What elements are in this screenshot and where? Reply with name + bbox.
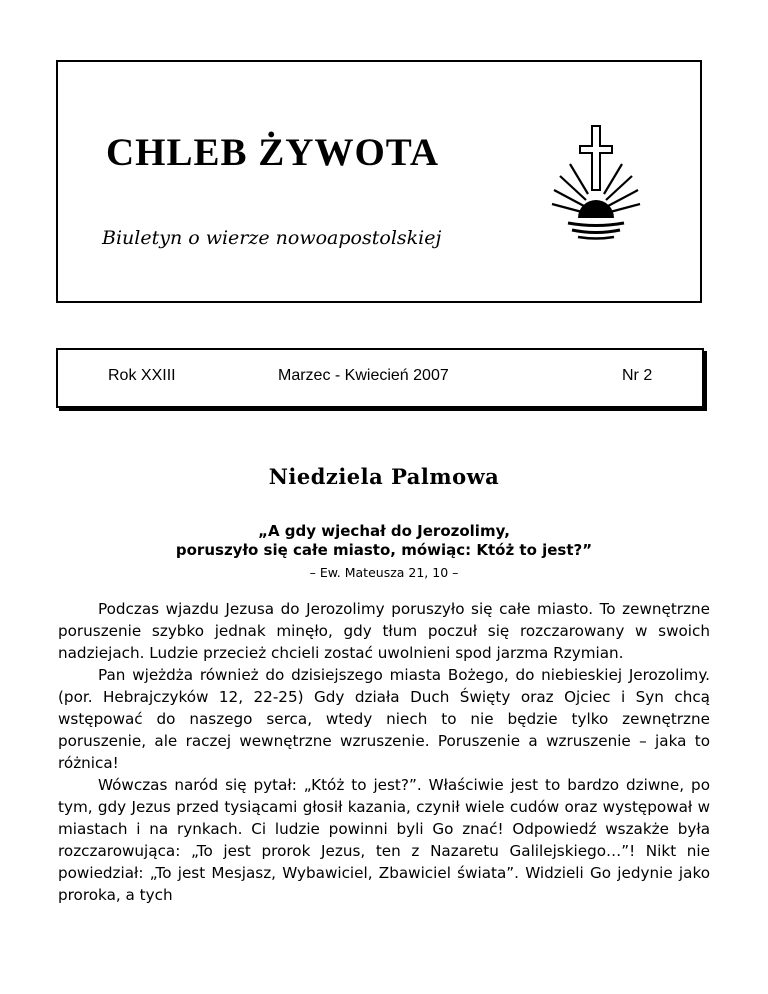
issue-info-bar (56, 348, 704, 408)
issue-date: Marzec - Kwiecień 2007 (278, 367, 449, 384)
issue-number: Nr 2 (622, 367, 653, 384)
quote-line: „A gdy wjechał do Jerozolimy, (258, 522, 510, 540)
article-title: Niedziela Palmowa (268, 464, 500, 489)
article-body (58, 598, 710, 906)
bulletin-title: CHLEB ŻYWOTA (106, 131, 440, 174)
paragraph: Wówczas naród się pytał: „Któż to jest?”. Właściwie jest to bardzo dziwne, po tym, gdy Jezus przed tysiącami głosił kazania, czynił wiele cudów oraz występował w miastach i na rynkach. Ci ludzie powinni byli Go znać! Odpowiedź wszakże była rozczarowująca: „To jest prorok Jezus, ten z Nazaretu Galilejskiego…”! Nikt nie powiedział: „To jest Mesjasz, Wybawiciel, Zbawiciel świata”. Widzieli Go jedynie jako proroka, a tych (58, 776, 710, 904)
quote-reference: – Ew. Mateusza 21, 10 – (309, 565, 459, 580)
paragraph: Pan wjeżdża również do dzisiejszego miasta Bożego, do niebieskiej Jerozolimy. (por. Hebrajczyków 12, 22-25) Gdy działa Duch Święty oraz Ojciec i Syn chcą wstępować do naszego serca, wtedy niech to nie będzie tylko zewnętrzne poruszenie, ale raczej wewnętrzne wzruszenie. Poruszenie a wzruszenie – jaka to różnica! (58, 666, 710, 772)
quote-line: poruszyło się całe miasto, mówiąc: Któż to jest?” (175, 541, 593, 559)
issue-year: Rok XXIII (108, 367, 176, 384)
paragraph: Podczas wjazdu Jezusa do Jerozolimy poruszyło się całe miasto. To zewnętrzne poruszenie szybko jednak minęło, gdy tłum poczuł się rozczarowany w swoich nadziejach. Ludzie przecież chcieli zostać uwolnieni spod jarzma Rzymian. (58, 600, 710, 662)
cross-sun-waves-icon (548, 124, 644, 240)
scripture-quote (0, 522, 768, 560)
masthead-box (56, 60, 702, 303)
bulletin-subtitle: Biuletyn o wierze nowoapostolskiej (102, 227, 442, 249)
